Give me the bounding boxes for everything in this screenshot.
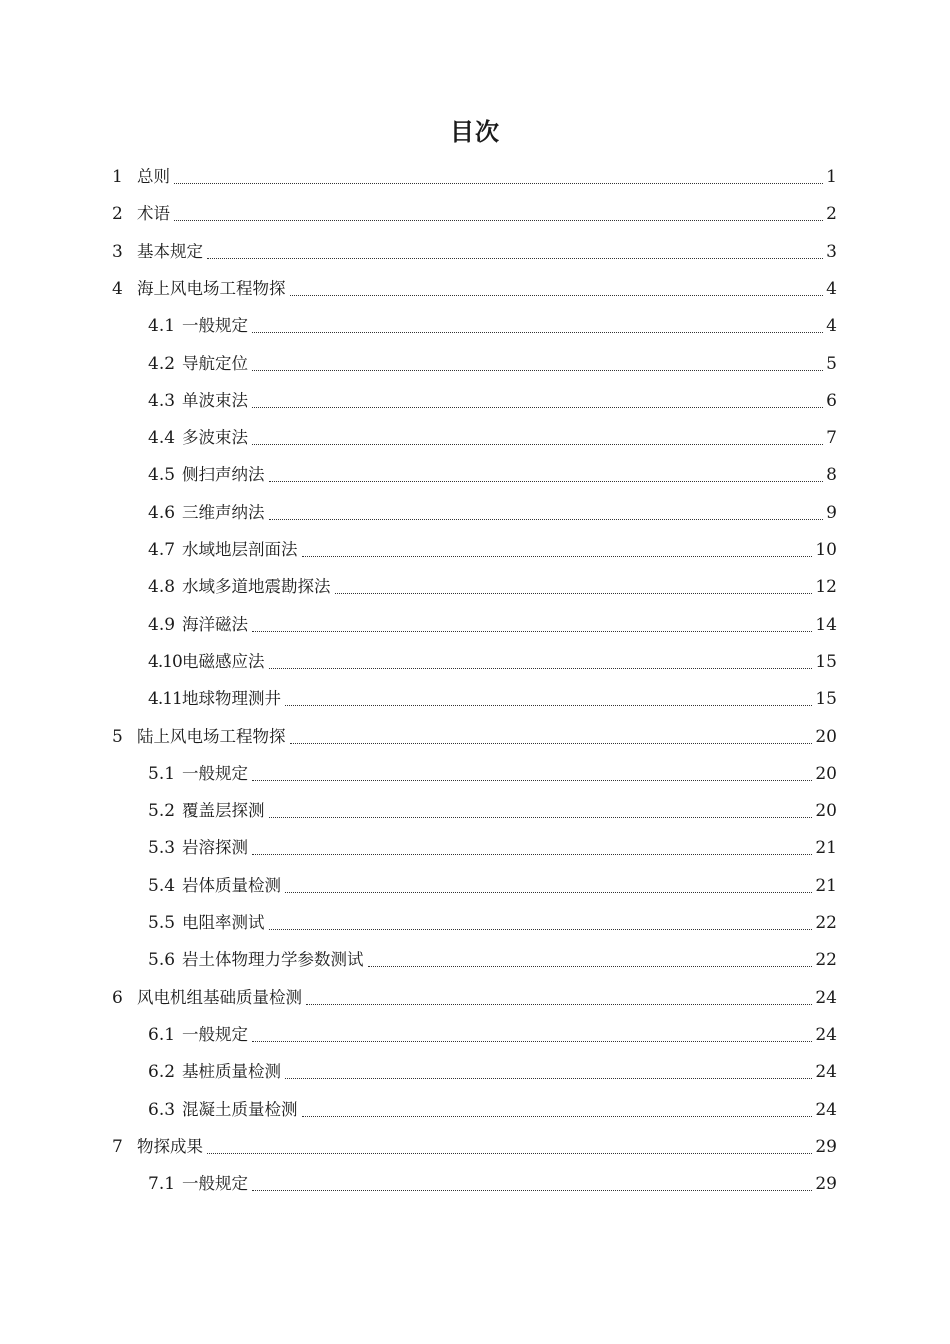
- dot-leader: [285, 704, 812, 706]
- dot-leader: [252, 779, 812, 781]
- toc-entry-label: 岩溶探测: [182, 838, 248, 858]
- toc-entry-number: 4: [112, 278, 123, 299]
- toc-entry-page-number: 2: [826, 204, 837, 225]
- dot-leader: [252, 443, 823, 445]
- toc-entry-label: 海上风电场工程物探: [137, 278, 286, 298]
- toc-title: 目次: [450, 118, 500, 146]
- toc-entry-label: 导航定位: [182, 353, 248, 373]
- toc-entry-number: 5.6: [148, 950, 176, 971]
- toc-entry-number: 5: [112, 726, 123, 747]
- dot-leader: [269, 816, 813, 818]
- toc-entry-label: 单波束法: [182, 390, 248, 410]
- toc-entry-label: 电阻率测试: [182, 913, 265, 932]
- toc-entry-number: 4.2: [148, 353, 176, 374]
- toc-entry[interactable]: [112, 162, 837, 192]
- toc-entry[interactable]: [148, 833, 837, 863]
- dot-leader: [335, 592, 813, 594]
- toc-entry[interactable]: [148, 1057, 837, 1087]
- toc-entry[interactable]: [148, 349, 837, 379]
- toc-entry-label: 电磁感应法: [182, 651, 265, 671]
- toc-entry[interactable]: [112, 722, 837, 752]
- toc-entry-label: 基桩质量检测: [182, 1062, 281, 1082]
- toc-entry[interactable]: [112, 199, 837, 229]
- toc-entry-label: 水域地层剖面法: [182, 540, 298, 559]
- dot-leader: [269, 667, 813, 669]
- toc-entry[interactable]: [148, 1020, 837, 1050]
- toc-entry-page-number: 4: [826, 278, 837, 299]
- toc-entry-label: 总则: [137, 167, 170, 186]
- toc-entry[interactable]: [112, 983, 837, 1013]
- toc-entry-page-number: 15: [815, 651, 837, 672]
- dot-leader: [269, 480, 824, 482]
- toc-entry-label: 风电机组基础质量检测: [137, 987, 302, 1007]
- toc-entry-page-number: 24: [815, 1024, 837, 1045]
- toc-entry-number: 4.10: [148, 651, 182, 672]
- toc-entry-page-number: 9: [826, 502, 837, 523]
- toc-entry-page-number: 4: [826, 316, 837, 337]
- dot-leader: [302, 555, 813, 557]
- toc-entry[interactable]: [148, 460, 837, 490]
- dot-leader: [285, 1077, 812, 1079]
- toc-entry-number: 5.3: [148, 838, 176, 859]
- toc-entry-label: 地球物理测井: [182, 689, 281, 709]
- toc-entry[interactable]: [148, 759, 837, 789]
- dot-leader: [207, 257, 823, 259]
- toc-entry[interactable]: [148, 535, 837, 565]
- toc-entry-page-number: 8: [826, 465, 837, 486]
- dot-leader: [252, 369, 823, 371]
- toc-entry[interactable]: [148, 1095, 837, 1125]
- dot-leader: [302, 1115, 813, 1117]
- toc-entry-number: 6.2: [148, 1062, 176, 1083]
- toc-entry-page-number: 20: [815, 763, 837, 784]
- toc-entry[interactable]: [148, 908, 837, 938]
- toc-entry-number: 5.5: [148, 913, 176, 933]
- toc-entry-label: 一般规定: [182, 763, 248, 783]
- dot-leader: [252, 331, 823, 333]
- toc-entry[interactable]: [112, 274, 837, 304]
- toc-entry-number: 4.5: [148, 465, 176, 486]
- toc-entry-page-number: 3: [826, 241, 837, 262]
- dot-leader: [269, 518, 824, 520]
- toc-entry-number: 4.1: [148, 316, 176, 337]
- toc-entry-number: 4.8: [148, 577, 176, 598]
- toc-entry-label: 物探成果: [137, 1136, 203, 1156]
- toc-entry[interactable]: [148, 386, 837, 416]
- toc-entry-number: 4.7: [148, 540, 176, 560]
- toc-entry-label: 术语: [137, 204, 170, 224]
- toc-entry-label: 海洋磁法: [182, 614, 248, 634]
- toc-entry-page-number: 10: [815, 540, 837, 560]
- toc-entry-page-number: 20: [815, 801, 837, 822]
- toc-entry[interactable]: [148, 796, 837, 826]
- toc-entry-number: 1: [112, 167, 123, 187]
- toc-entry-label: 混凝土质量检测: [182, 1099, 298, 1119]
- toc-entry-page-number: 15: [815, 689, 837, 710]
- toc-entry-page-number: 22: [815, 950, 837, 971]
- toc-entry-page-number: 22: [815, 913, 837, 933]
- toc-entry-label: 侧扫声纳法: [182, 465, 265, 485]
- dot-leader: [290, 294, 824, 296]
- toc-entry-page-number: 24: [815, 987, 837, 1008]
- dot-leader: [174, 182, 823, 184]
- toc-entry[interactable]: [148, 311, 837, 341]
- toc-entry-number: 4.11: [148, 689, 182, 710]
- dot-leader: [174, 219, 823, 221]
- toc-entry-label: 陆上风电场工程物探: [137, 726, 286, 746]
- toc-entry-number: 2: [112, 204, 123, 225]
- toc-entry-label: 覆盖层探测: [182, 801, 265, 821]
- dot-leader: [252, 1040, 812, 1042]
- toc-entry-page-number: 21: [815, 838, 837, 859]
- toc-entry-number: 7: [112, 1136, 123, 1157]
- dot-leader: [252, 406, 823, 408]
- toc-entry[interactable]: [148, 1169, 837, 1199]
- toc-entry-number: 4.9: [148, 614, 176, 635]
- toc-entry[interactable]: [148, 647, 837, 677]
- dot-leader: [269, 928, 813, 930]
- toc-entry[interactable]: [112, 237, 837, 267]
- toc-entry-label: 一般规定: [182, 1174, 248, 1194]
- toc-entry-number: 5.4: [148, 875, 176, 896]
- dot-leader: [368, 965, 813, 967]
- toc-entry-label: 三维声纳法: [182, 502, 265, 522]
- toc-entry-page-number: 29: [815, 1136, 837, 1157]
- toc-entry[interactable]: [148, 610, 837, 640]
- toc-entry-number: 4.3: [148, 390, 176, 411]
- toc-entry-page-number: 29: [815, 1174, 837, 1195]
- dot-leader: [306, 1003, 812, 1005]
- toc-entry-label: 基本规定: [137, 241, 203, 261]
- toc-entry-page-number: 6: [826, 390, 837, 411]
- toc-entry-number: 6.1: [148, 1024, 176, 1045]
- toc-entry-page-number: 1: [826, 167, 837, 187]
- dot-leader: [252, 630, 812, 632]
- toc-entry-number: 4.6: [148, 502, 176, 523]
- toc-entry-page-number: 5: [826, 353, 837, 374]
- toc-entry-number: 5.1: [148, 763, 176, 784]
- toc-entry[interactable]: [148, 498, 837, 528]
- toc-entry-page-number: 12: [815, 577, 837, 598]
- toc-entry-label: 一般规定: [182, 1024, 248, 1044]
- toc-entry-label: 一般规定: [182, 316, 248, 336]
- toc-entry-number: 7.1: [148, 1174, 176, 1195]
- toc-entry-page-number: 7: [826, 428, 837, 449]
- toc-entry-page-number: 14: [815, 614, 837, 635]
- toc-entry[interactable]: [148, 945, 837, 975]
- toc-entry[interactable]: [148, 871, 837, 901]
- toc-entry-label: 岩体质量检测: [182, 875, 281, 895]
- dot-leader: [252, 1189, 812, 1191]
- dot-leader: [290, 742, 813, 744]
- dot-leader: [207, 1152, 812, 1154]
- toc-entry-number: 3: [112, 241, 123, 262]
- toc-entry-number: 6: [112, 987, 123, 1008]
- toc-entry-label: 多波束法: [182, 428, 248, 448]
- toc-entry[interactable]: [148, 684, 837, 714]
- toc-entry-number: 5.2: [148, 801, 176, 822]
- toc-entry-number: 6.3: [148, 1099, 176, 1120]
- toc-entry-page-number: 20: [815, 726, 837, 747]
- toc-entry-label: 岩土体物理力学参数测试: [182, 950, 364, 970]
- toc-entry[interactable]: [112, 1132, 837, 1162]
- dot-leader: [285, 891, 812, 893]
- toc-entry[interactable]: [148, 423, 837, 453]
- toc-entry-number: 4.4: [148, 428, 176, 449]
- toc-entry-page-number: 21: [815, 875, 837, 896]
- toc-entry-page-number: 24: [815, 1099, 837, 1120]
- dot-leader: [252, 853, 812, 855]
- toc-entry-label: 水域多道地震勘探法: [182, 577, 331, 597]
- toc-entry-page-number: 24: [815, 1062, 837, 1083]
- toc-entry[interactable]: [148, 572, 837, 602]
